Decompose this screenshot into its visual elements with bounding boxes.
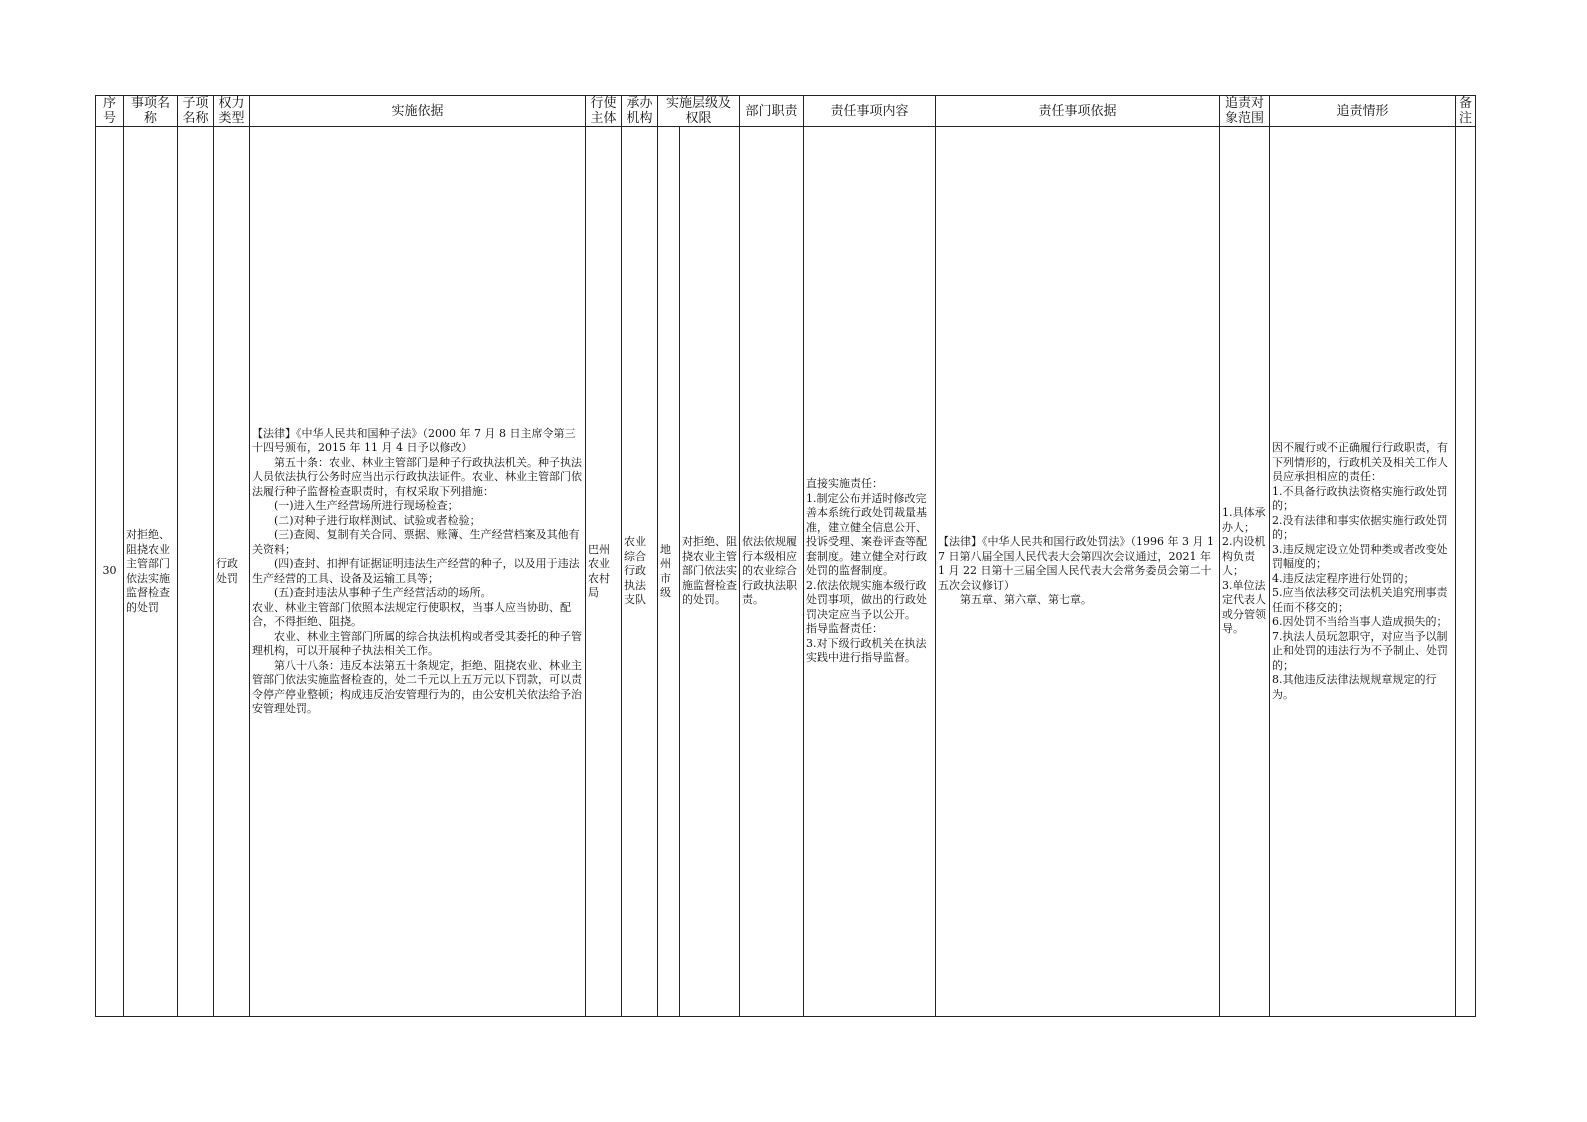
- resp-basis-line: 【法律】《中华人民共和国行政处罚法》（1996 年 3 月 17 日第八届全国人民代表大会第四次会议通过，2021 年 1 月 22 日第十三届全国人民代表大会常务委员会第二十五次会议修订）: [938, 535, 1214, 592]
- resp-content-line: 直接实施责任：: [806, 477, 884, 491]
- cell-level: 地州市级: [658, 127, 680, 1017]
- header-basis: 实施依据: [250, 96, 586, 127]
- header-resp-basis: 责任事项依据: [936, 96, 1220, 127]
- resp-content-line: 2.依法依规实施本级行政处罚事项，做出的行政处罚决定应当予以公开。: [806, 578, 928, 621]
- circumstance-line: 3.违反规定设立处罚种类或者改变处罚幅度的；: [1272, 542, 1448, 570]
- header-seq: 序号: [96, 96, 124, 127]
- header-item-name: 事项名称: [124, 96, 178, 127]
- accountable-line: 1.具体承办人；: [1222, 506, 1266, 534]
- circumstance-line: 5.应当依法移交司法机关追究刑事责任而不移交的；: [1272, 586, 1448, 614]
- basis-line: 【法律】《中华人民共和国种子法》（2000 年 7 月 8 日主席令第三十四号颁布，2015 年 11 月 4 日予以修改）: [252, 426, 576, 454]
- cell-duty: 依法依规履行本级相应的农业综合行政执法职责。: [740, 127, 804, 1017]
- circumstance-line: 因不履行或不正确履行行政职责，有下列情形的，行政机关及相关工作人员应承担相应的责任：: [1272, 441, 1449, 483]
- cell-resp-content: [804, 127, 936, 1017]
- basis-line: 第八十八条：违反本法第五十条规定，拒绝、阻挠农业、林业主管部门依法实施监督检查的，处二千元以上五万元以下罚款，可以责令停产停业整顿；构成违反治安管理行为的，由公安机关依法给予治安管理处罚。: [252, 658, 582, 715]
- header-sub-item: 子项名称: [178, 96, 214, 127]
- cell-resp-basis: [936, 127, 1220, 1017]
- cell-sub-item: [178, 127, 214, 1017]
- circumstance-line: 1.不具备行政执法资格实施行政处罚的；: [1272, 484, 1448, 512]
- cell-power-type: 行政处罚: [214, 127, 250, 1017]
- accountable-line: 2.内设机构负责人；: [1222, 535, 1266, 578]
- header-accountable: 追责对象范围: [1220, 96, 1270, 127]
- header-remark: 备注: [1456, 96, 1476, 127]
- header-subject: 行使主体: [586, 96, 622, 127]
- basis-line: (五)查封违法从事种子生产经营活动的场所。: [274, 586, 492, 599]
- cell-accountable: [1220, 127, 1270, 1017]
- header-power-type: 权力类型: [214, 96, 250, 127]
- circumstance-line: 6.因处罚不当给当事人造成损失的；: [1272, 615, 1448, 628]
- resp-content-line: 1.制定公布并适时修改完善本系统行政处罚裁量基准，建立健全信息公开、投诉受理、案卷评查等配套制度。建立健全对行政处罚的监督制度。: [806, 491, 928, 578]
- circumstance-line: 4.违反法定程序进行处罚的；: [1272, 571, 1415, 585]
- circumstance-line: 8.其他违反法律法规规章规定的行为。: [1272, 673, 1437, 701]
- cell-level-scope: 对拒绝、阻挠农业主管部门依法实施监督检查的处罚。: [680, 127, 740, 1017]
- basis-line: (一)进入生产经营场所进行现场检查；: [274, 499, 459, 512]
- circumstance-line: 2.没有法律和事实依据实施行政处罚的；: [1272, 513, 1448, 541]
- cell-subject: 巴州农业农村局: [586, 127, 622, 1017]
- basis-line: (二)对种子进行取样测试、试验或者检验；: [274, 513, 481, 527]
- cell-circumstances: [1270, 127, 1456, 1017]
- accountability-table: [95, 95, 1476, 1017]
- header-level: 实施层级及权限: [658, 96, 740, 127]
- header-row: [96, 96, 1476, 127]
- resp-basis-line: 第五章、第六章、第七章。: [960, 593, 1093, 607]
- basis-line: (四)查封、扣押有证据证明违法生产经营的种子，以及用于违法生产经营的工具、设备及运输工具等；: [252, 557, 580, 585]
- cell-seq: 30: [96, 127, 124, 1017]
- header-circumstances: 追责情形: [1270, 96, 1456, 127]
- basis-line: 农业、林业主管部门所属的综合执法机构或者受其委托的种子管理机构，可以开展种子执法相关工作。: [252, 629, 582, 657]
- cell-item-name: 对拒绝、阻挠农业主管部门依法实施监督检查的处罚: [124, 127, 178, 1017]
- basis-line: (三)查阅、复制有关合同、票据、账簿、生产经营档案及其他有关资料；: [252, 528, 580, 556]
- cell-basis: [250, 127, 586, 1017]
- header-duty: 部门职责: [740, 96, 804, 127]
- table-row: [96, 127, 1476, 1017]
- resp-content-line: 3.对下级行政机关在执法实践中进行指导监督。: [806, 636, 927, 665]
- cell-remark: [1456, 127, 1476, 1017]
- header-resp-content: 责任事项内容: [804, 96, 936, 127]
- basis-line: 第五十条：农业、林业主管部门是种子行政执法机关。种子执法人员依法执行公务时应当出示行政执法证件。农业、林业主管部门依法履行种子监督检查职责时，有权采取下列措施：: [252, 455, 582, 498]
- accountable-line: 3.单位法定代表人或分管领导。: [1222, 578, 1267, 636]
- circumstance-line: 7.执法人员玩忽职守，对应当予以制止和处罚的违法行为不予制止、处罚的；: [1272, 629, 1449, 672]
- basis-line: 农业、林业主管部门依照本法规定行使职权，当事人应当协助、配合，不得拒绝、阻挠。: [252, 600, 571, 628]
- header-org: 承办机构: [622, 96, 658, 127]
- resp-content-line: 指导监督责任：: [806, 622, 884, 636]
- cell-org: 农业综合行政执法支队: [622, 127, 658, 1017]
